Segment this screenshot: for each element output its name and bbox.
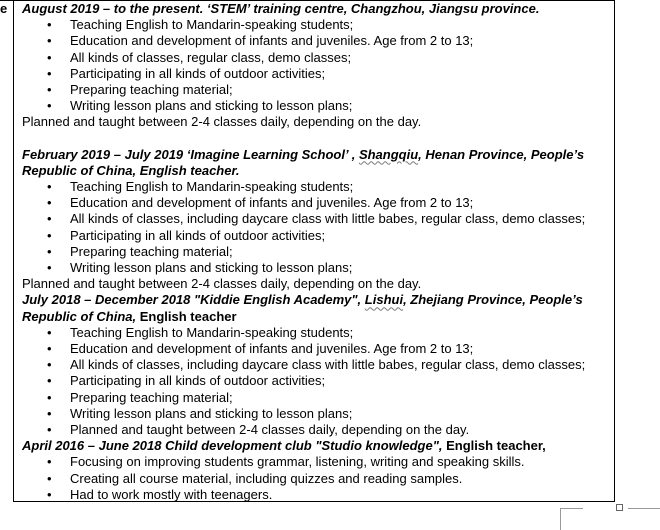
list-item: • Teaching English to Mandarin-speaking students; [22, 325, 614, 341]
list-item: • All kinds of classes, including daycare class with little babes, regular class, demo classes; [22, 211, 614, 227]
spellcheck-word-shangqiu: Shangqiu [358, 146, 419, 162]
list-item: • Preparing teaching material; [22, 244, 614, 260]
job-heading-studio [22, 438, 614, 454]
spellcheck-word-lishui: Lishui [364, 292, 404, 308]
heading-part: July 2018 – December 2018 "Kiddie English Academy", [22, 292, 365, 308]
list-item: • Writing lesson plans and sticking to lesson plans; [22, 260, 614, 276]
list-item: • Had to work mostly with teenagers. [22, 487, 614, 503]
heading-part: English teacher [139, 308, 237, 324]
list-item: • Preparing teaching material; [22, 82, 614, 98]
document-body[interactable] [22, 1, 614, 503]
clipped-cell-text: e [0, 1, 8, 16]
heading-part: February 2019 – July 2019 ‘Imagine Learning School’ , [22, 146, 359, 162]
list-item: • Preparing teaching material; [22, 390, 614, 406]
list-item: • Planned and taught between 2-4 classes daily, depending on the day. [22, 422, 614, 438]
list-item: • Writing lesson plans and sticking to lesson plans; [22, 406, 614, 422]
job-heading-imagine [22, 147, 614, 179]
duty-list-imagine [22, 179, 614, 276]
heading-part: , Zhejiang Province, People’s Republic of China, [22, 292, 583, 324]
job-heading-stem: August 2019 – to the present. ‘STEM’ training centre, Changzhou, Jiangsu province. [22, 1, 540, 16]
heading-part: , Henan Province, People’s Republic of China, English teacher. [22, 146, 585, 178]
table-border-left [13, 0, 14, 502]
list-item: • All kinds of classes, regular class, demo classes; [22, 50, 614, 66]
list-item: • Education and development of infants and juveniles. Age from 2 to 13; [22, 33, 614, 49]
blank-line [22, 131, 614, 147]
list-item: • Education and development of infants and juveniles. Age from 2 to 13; [22, 195, 614, 211]
note-imagine: Planned and taught between 2-4 classes daily, depending on the day. [22, 276, 422, 292]
duty-list-studio [22, 454, 614, 503]
list-item: • All kinds of classes, including daycare class with little babes, regular class, demo classes; [22, 357, 614, 373]
list-item: • Teaching English to Mandarin-speaking students; [22, 179, 614, 195]
table-border-right [614, 0, 615, 502]
duty-list-kiddie [22, 325, 614, 438]
job-heading-kiddie [22, 292, 614, 324]
page-corner-mark [560, 508, 583, 530]
list-item: • Creating all course material, including quizzes and reading samples. [22, 471, 614, 487]
table-resize-handle[interactable] [616, 504, 623, 511]
list-item: • Participating in all kinds of outdoor activities; [22, 228, 614, 244]
list-item: • Writing lesson plans and sticking to lesson plans; [22, 98, 614, 114]
list-item: • Teaching English to Mandarin-speaking students; [22, 17, 614, 33]
list-item: • Participating in all kinds of outdoor activities; [22, 66, 614, 82]
heading-part: English teacher, [446, 438, 546, 454]
list-item: • Focusing on improving students grammar, listening, writing and speaking skills. [22, 454, 614, 470]
duty-list-stem [22, 17, 614, 114]
note-stem: Planned and taught between 2-4 classes daily, depending on the day. [22, 114, 422, 130]
page-corner-mark-right [628, 508, 660, 509]
heading-part: April 2016 – June 2018 Child development club "Studio knowledge", [22, 438, 447, 454]
list-item: • Participating in all kinds of outdoor activities; [22, 373, 614, 389]
list-item: • Education and development of infants and juveniles. Age from 2 to 13; [22, 341, 614, 357]
